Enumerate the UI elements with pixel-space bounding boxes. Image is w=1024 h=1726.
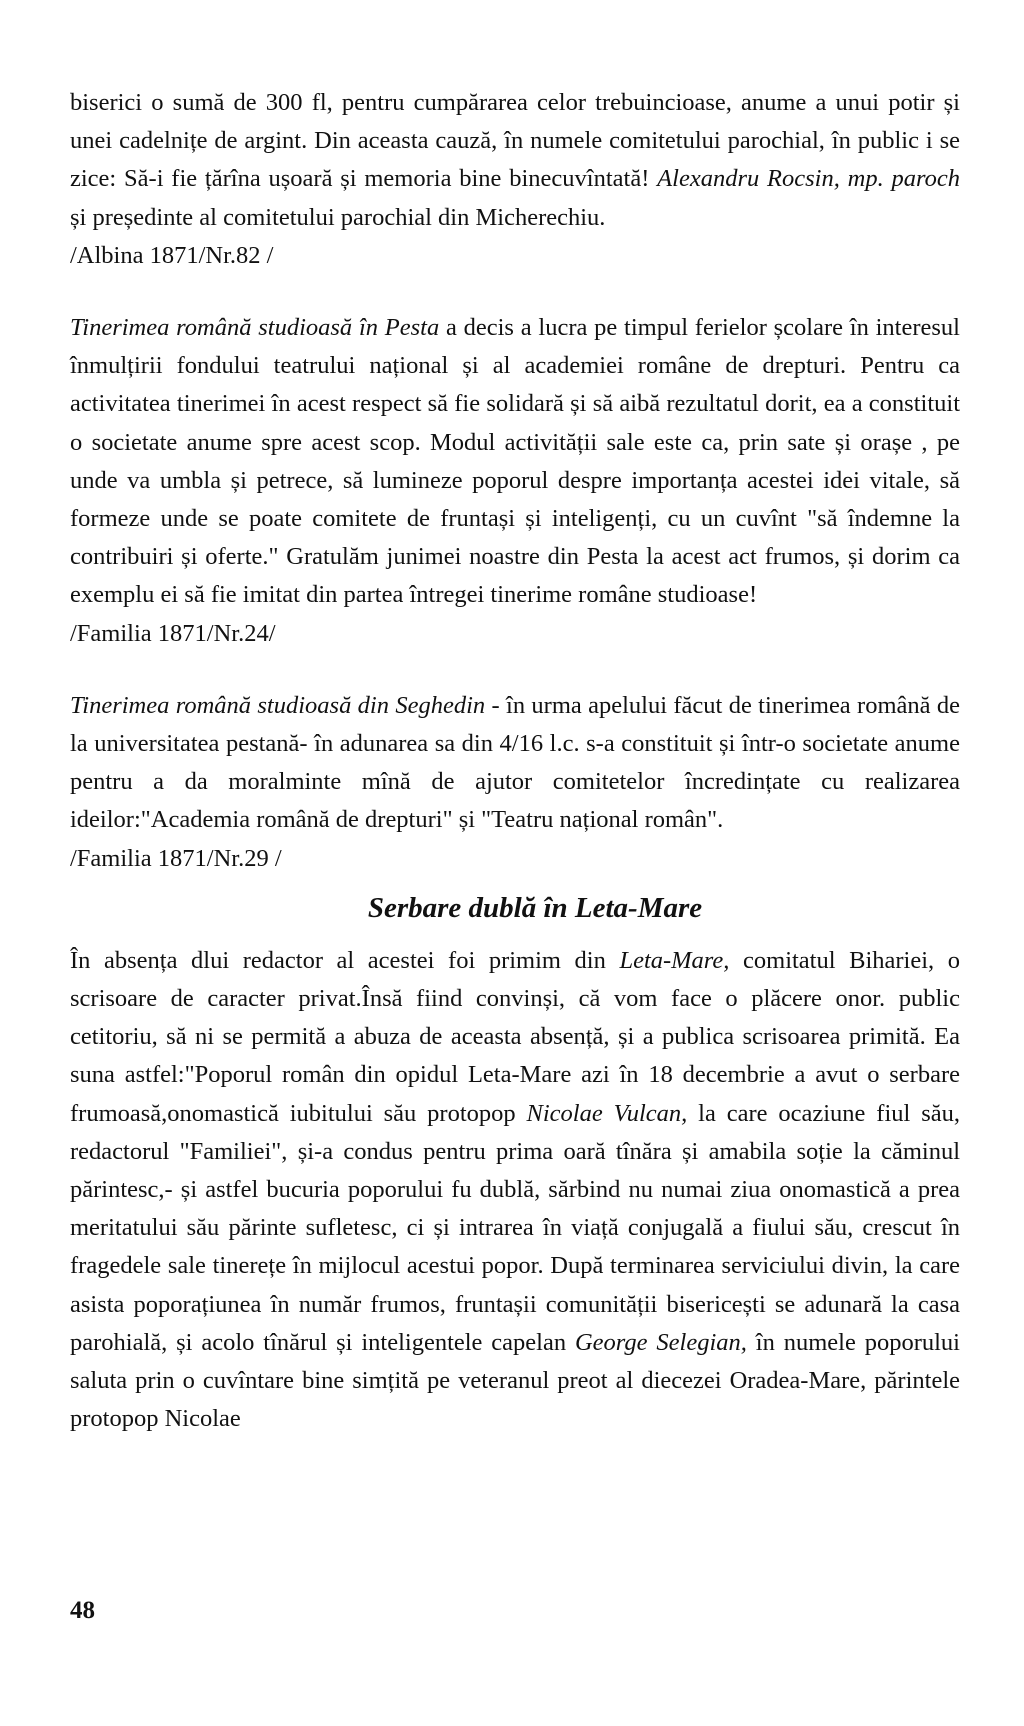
page-text (70, 84, 960, 1439)
name-italic: George Selegian, (574, 1328, 747, 1356)
paragraph-seghedin (70, 687, 960, 840)
source-citation: /Familia 1871/Nr.24/ (70, 619, 276, 647)
paragraph-text: în numele poporului saluta prin o cuvîntare bine simțită pe veteranul preot al diecezei Oradea-Mare, părintele protopop Nicolae (70, 1328, 960, 1433)
name-italic: Nicolae Vulcan, (526, 1099, 688, 1127)
place-italic: Leta-Mare, (619, 946, 730, 974)
paragraph-leta-mare (70, 942, 960, 1439)
lead-italic: Tinerimea română studioasă în Pesta (70, 314, 440, 342)
source-citation: /Albina 1871/Nr.82 / (70, 241, 274, 269)
page-number: 48 (70, 1597, 95, 1624)
signature-italic: Alexandru Rocsin, mp. paroch (657, 165, 960, 193)
paragraph-text: și președinte al comitetului parochial din Micherechiu. (70, 203, 606, 231)
lead-italic: Tinerimea română studioasă din Seghedin (70, 691, 486, 719)
spacer (70, 653, 960, 687)
paragraph-text: la care ocaziune fiul său, redactorul "Familiei", și-a condus pentru prima oară tînăra și amabila soție la căminul părintesc,- și astfel bucuria poporului fu dublă, sărbind nu numai ziua onomastică a prea meritatului său părinte sufletesc, ci și intrarea în viață conjugală a fiului său, crescut în fragedele sale tinerețe în mijlocul acestui popor. După terminarea serviciului divin, la care asista poporațiunea în număr frumos, fruntașii comunității bisericești se adunară la casa parohială, și acolo tînărul și inteligentele capelan (70, 1099, 960, 1356)
paragraph-text: comitatul Bihariei, o scrisoare de caracter privat.Însă fiind convinși, că vom face o plăcere onor. public cetitoriu, să ni se permită a abuza de aceasta absență, și a publica scrisoarea primită. Ea suna astfel:"Poporul român din opidul Leta-Mare azi în 18 decembrie a avut o serbare frumoasă,onomastică iubitului său protopop (70, 946, 961, 1127)
paragraph-pesta (70, 309, 960, 615)
paragraph-text: a decis a lucra pe timpul ferielor școlare în interesul înmulțirii fondului teatrului național și al academiei române de drepturi. Pentru ca activitatea tinerimei în acest respect să fie solidară și să aibă rezultatul dorit, ea a constituit o societate anume spre acest scop. Modul activității sale este ca, prin sate și orașe , pe unde va umbla și petrece, să lumineze poporul despre importanța acestei idei vitale, să formeze unde se poate comitete de fruntași și inteligenți, cu un cuvînt "să îndemne la contribuiri și oferte." Gratulăm junimei noastre din Pesta la acest act frumos, și dorim ca exemplu ei să fie imitat din partea întregei tinerime române studioase! (70, 314, 960, 609)
paragraph-text: - în urma apelului făcut de tinerimea română de la universitatea pestană- în adunarea sa din 4/16 l.c. s-a constituit și într-o societate anume pentru a da moralminte mînă de ajutor comitetelor încredințate cu realizarea ideilor:"Academia română de drepturi" și "Teatru național român". (70, 691, 960, 834)
paragraph-text: biserici o sumă de 300 fl, pentru cumpărarea celor trebuincioase, anume a unui potir și unei cadelnițe de argint. Din aceasta cauză, în numele comitetului parochial, în public i se zice: Să-i fie țărîna ușoară și memoria bine binecuvîntată! (70, 89, 960, 193)
section-heading: Serbare dublă în Leta-Mare (367, 891, 703, 924)
paragraph-rocsin (70, 84, 960, 237)
paragraph-text: În absența dlui redactor al acestei foi primim din (70, 946, 620, 974)
spacer (70, 275, 960, 309)
source-citation: /Familia 1871/Nr.29 / (70, 844, 282, 872)
